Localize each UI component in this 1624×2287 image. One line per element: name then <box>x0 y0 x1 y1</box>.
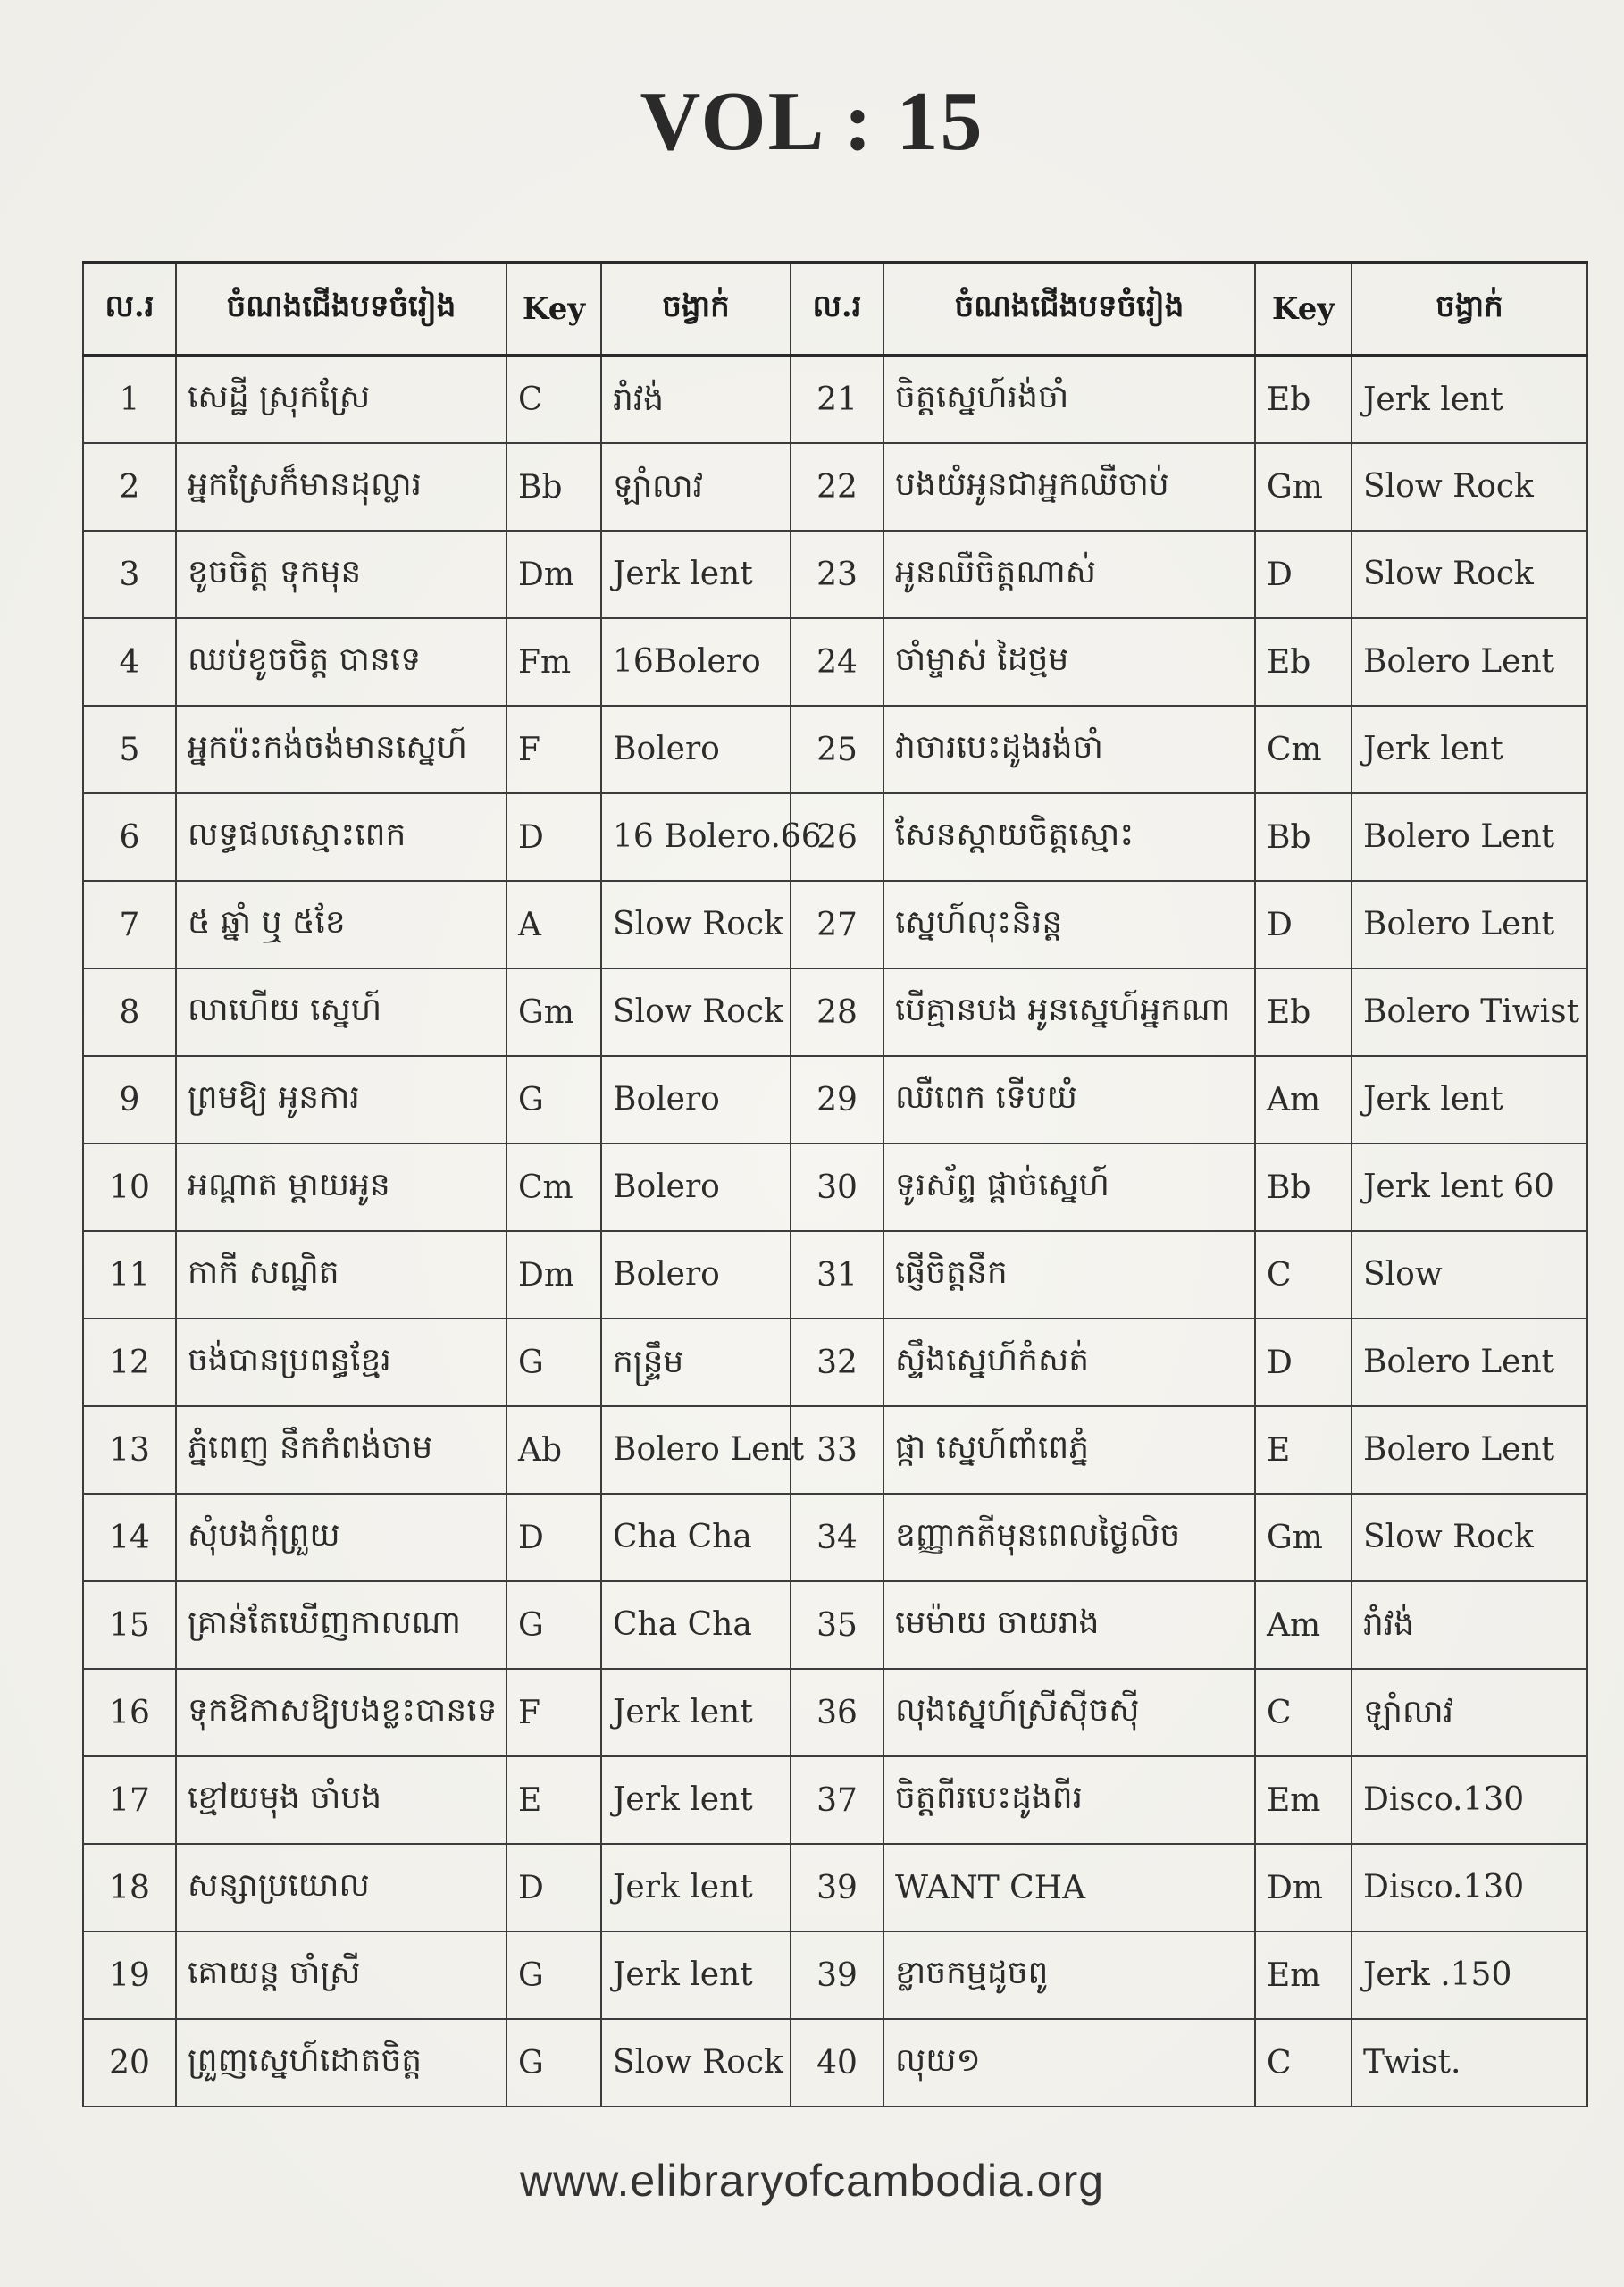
row-number: 9 <box>83 1056 176 1144</box>
song-key-2: C <box>1255 2019 1352 2107</box>
song-rhythm: 16Bolero <box>601 618 791 706</box>
table-header-row <box>83 263 1587 356</box>
table-row <box>83 968 1587 1056</box>
song-key-2: Gm <box>1255 1494 1352 1581</box>
song-rhythm-2: Disco.130 <box>1352 1756 1587 1844</box>
row-number-2: 25 <box>791 706 883 793</box>
table-row <box>83 2019 1587 2107</box>
song-rhythm: រាំវង់ <box>601 356 791 443</box>
row-number: 3 <box>83 531 176 618</box>
row-number: 6 <box>83 793 176 881</box>
row-number: 2 <box>83 443 176 531</box>
page-title: VOL : 15 <box>640 75 984 168</box>
row-number-2: 27 <box>791 881 883 968</box>
song-key: G <box>506 1056 601 1144</box>
row-number-2: 26 <box>791 793 883 881</box>
song-rhythm-2: Slow Rock <box>1352 443 1587 531</box>
song-title-2: លុងស្នេហ៍ស្រីស៊ីចស៊ី <box>883 1669 1255 1756</box>
table-row <box>83 793 1587 881</box>
song-key-2: C <box>1255 1669 1352 1756</box>
song-key: A <box>506 881 601 968</box>
song-title: ទុកឱកាសឱ្យបងខ្លះបានទេ <box>176 1669 506 1756</box>
song-rhythm: Cha Cha <box>601 1581 791 1669</box>
song-key: Dm <box>506 531 601 618</box>
table-row <box>83 1756 1587 1844</box>
row-number: 1 <box>83 356 176 443</box>
table-row <box>83 1844 1587 1931</box>
header-song-title: ចំណងជើងបទចំរៀង <box>176 263 506 356</box>
row-number-2: 30 <box>791 1144 883 1231</box>
row-number-2: 40 <box>791 2019 883 2107</box>
row-number: 17 <box>83 1756 176 1844</box>
header-key: Key <box>506 263 601 356</box>
song-key: G <box>506 1581 601 1669</box>
song-rhythm-2: Slow <box>1352 1231 1587 1319</box>
song-title: ៥ ឆ្នាំ ឬ ៥ខែ <box>176 881 506 968</box>
song-key: C <box>506 356 601 443</box>
song-key: F <box>506 1669 601 1756</box>
row-number: 5 <box>83 706 176 793</box>
table-row <box>83 706 1587 793</box>
header-no: ល.រ <box>83 263 176 356</box>
song-table <box>82 261 1588 2107</box>
song-key-2: Em <box>1255 1756 1352 1844</box>
table-row <box>83 1669 1587 1756</box>
song-title: សេដ្ឋី ស្រុកស្រែ <box>176 356 506 443</box>
song-title: សន្សាប្រយោល <box>176 1844 506 1931</box>
song-title-2: បងយំអូនជាអ្នកឈឺចាប់ <box>883 443 1255 531</box>
row-number: 20 <box>83 2019 176 2107</box>
table-row <box>83 356 1587 443</box>
song-rhythm: 16 Bolero.66 <box>601 793 791 881</box>
song-key: Cm <box>506 1144 601 1231</box>
song-title: ភ្នំពេញ នឹកកំពង់ចាម <box>176 1406 506 1494</box>
song-key: Fm <box>506 618 601 706</box>
song-title: លាហើយ ស្នេហ៍ <box>176 968 506 1056</box>
row-number: 11 <box>83 1231 176 1319</box>
song-rhythm-2: Slow Rock <box>1352 531 1587 618</box>
song-title-2: ឈឺពេក ទើបយំ <box>883 1056 1255 1144</box>
song-title-2: ឧញ្ញាកតីមុនពេលថ្ងៃលិច <box>883 1494 1255 1581</box>
song-key-2: Cm <box>1255 706 1352 793</box>
song-rhythm-2: Bolero Lent <box>1352 1319 1587 1406</box>
song-rhythm-2: Jerk lent <box>1352 1056 1587 1144</box>
song-rhythm-2: Bolero Tiwist <box>1352 968 1587 1056</box>
row-number: 7 <box>83 881 176 968</box>
row-number: 13 <box>83 1406 176 1494</box>
song-rhythm: Bolero <box>601 1056 791 1144</box>
song-key: D <box>506 1844 601 1931</box>
song-rhythm: Jerk lent <box>601 1844 791 1931</box>
song-rhythm-2: Disco.130 <box>1352 1844 1587 1931</box>
row-number: 15 <box>83 1581 176 1669</box>
song-title-2: វាចារបេះដូងរង់ចាំ <box>883 706 1255 793</box>
song-key-2: Bb <box>1255 793 1352 881</box>
row-number-2: 34 <box>791 1494 883 1581</box>
song-title-2: ទូរស័ព្ទ ផ្តាច់ស្នេហ៍ <box>883 1144 1255 1231</box>
header-no-2: ល.រ <box>791 263 883 356</box>
row-number-2: 39 <box>791 1931 883 2019</box>
song-title-2: លុយ១ <box>883 2019 1255 2107</box>
table-row <box>83 443 1587 531</box>
song-key-2: Em <box>1255 1931 1352 2019</box>
song-title: អ្នកស្រែក៏មានដុល្លារ <box>176 443 506 531</box>
row-number-2: 36 <box>791 1669 883 1756</box>
song-rhythm: Slow Rock <box>601 881 791 968</box>
song-title: អណ្តាត ម្តាយអូន <box>176 1144 506 1231</box>
row-number-2: 35 <box>791 1581 883 1669</box>
song-key: Gm <box>506 968 601 1056</box>
song-rhythm-2: Jerk lent <box>1352 356 1587 443</box>
song-title-2: ចិត្តស្នេហ៍រង់ចាំ <box>883 356 1255 443</box>
song-key: Ab <box>506 1406 601 1494</box>
song-key: G <box>506 1931 601 2019</box>
row-number: 18 <box>83 1844 176 1931</box>
row-number: 16 <box>83 1669 176 1756</box>
song-rhythm: Bolero Lent <box>601 1406 791 1494</box>
row-number: 12 <box>83 1319 176 1406</box>
song-title-2: ខ្លាចកម្មដូចពូ <box>883 1931 1255 2019</box>
table-row <box>83 618 1587 706</box>
row-number-2: 23 <box>791 531 883 618</box>
song-key-2: Eb <box>1255 618 1352 706</box>
song-title-2: ចិត្តពីរបេះដូងពីរ <box>883 1756 1255 1844</box>
song-key-2: Am <box>1255 1056 1352 1144</box>
song-rhythm-2: Jerk lent <box>1352 706 1587 793</box>
header-rhythm: ចង្វាក់ <box>601 263 791 356</box>
table-row <box>83 1144 1587 1231</box>
song-title-2: អូនឈឺចិត្តណាស់ <box>883 531 1255 618</box>
song-title-2: WANT CHA <box>883 1844 1255 1931</box>
table-row <box>83 1056 1587 1144</box>
song-key-2: Gm <box>1255 443 1352 531</box>
song-title-2: ស្នេហ៍លុះនិរន្ត <box>883 881 1255 968</box>
song-key-2: D <box>1255 881 1352 968</box>
row-number-2: 22 <box>791 443 883 531</box>
song-rhythm-2: Bolero Lent <box>1352 881 1587 968</box>
table-body <box>83 356 1587 2107</box>
song-key: G <box>506 1319 601 1406</box>
row-number: 19 <box>83 1931 176 2019</box>
song-rhythm: Jerk lent <box>601 1669 791 1756</box>
song-rhythm-2: រាំវង់ <box>1352 1581 1587 1669</box>
song-title: អ្នកប៉ះកង់ចង់មានស្នេហ៍ <box>176 706 506 793</box>
header-key-2: Key <box>1255 263 1352 356</box>
row-number-2: 28 <box>791 968 883 1056</box>
row-number-2: 39 <box>791 1844 883 1931</box>
row-number: 14 <box>83 1494 176 1581</box>
song-rhythm-2: Jerk .150 <box>1352 1931 1587 2019</box>
table-row <box>83 881 1587 968</box>
song-key: D <box>506 793 601 881</box>
song-key-2: Eb <box>1255 968 1352 1056</box>
song-key-2: Am <box>1255 1581 1352 1669</box>
song-rhythm: Jerk lent <box>601 1931 791 2019</box>
table-row <box>83 1231 1587 1319</box>
table-row <box>83 1319 1587 1406</box>
song-title: ខូចចិត្ត ទុកមុន <box>176 531 506 618</box>
song-title-2: ផ្ញើចិត្តនឹក <box>883 1231 1255 1319</box>
song-rhythm: Jerk lent <box>601 1756 791 1844</box>
song-title: ឈប់ខូចចិត្ត បានទេ <box>176 618 506 706</box>
song-key: G <box>506 2019 601 2107</box>
song-title: គ្រាន់តែឃើញកាលណា <box>176 1581 506 1669</box>
song-key-2: D <box>1255 1319 1352 1406</box>
song-rhythm-2: Slow Rock <box>1352 1494 1587 1581</box>
row-number-2: 31 <box>791 1231 883 1319</box>
row-number-2: 33 <box>791 1406 883 1494</box>
song-rhythm: Bolero <box>601 706 791 793</box>
song-key: Dm <box>506 1231 601 1319</box>
song-rhythm: Bolero <box>601 1144 791 1231</box>
table-row <box>83 1931 1587 2019</box>
song-rhythm: កន្រ្ទឹម <box>601 1319 791 1406</box>
song-title: ខ្មៅយមុង ចាំបង <box>176 1756 506 1844</box>
row-number-2: 32 <box>791 1319 883 1406</box>
song-rhythm: Jerk lent <box>601 531 791 618</box>
song-key-2: Eb <box>1255 356 1352 443</box>
song-key-2: Dm <box>1255 1844 1352 1931</box>
song-rhythm-2: Bolero Lent <box>1352 793 1587 881</box>
song-title-2: សែនស្តាយចិត្តស្មោះ <box>883 793 1255 881</box>
song-rhythm-2: Twist. <box>1352 2019 1587 2107</box>
song-title: ចង់បានប្រពន្ធខ្មែរ <box>176 1319 506 1406</box>
song-title-2: ចាំម្ចាស់ ដៃថ្មម <box>883 618 1255 706</box>
song-rhythm: Slow Rock <box>601 968 791 1056</box>
row-number: 8 <box>83 968 176 1056</box>
song-key: D <box>506 1494 601 1581</box>
header-song-title-2: ចំណងជើងបទចំរៀង <box>883 263 1255 356</box>
song-key: F <box>506 706 601 793</box>
song-title-2: មេម៉ាយ ចាយរាង <box>883 1581 1255 1669</box>
row-number-2: 37 <box>791 1756 883 1844</box>
song-title: គោយន្ត ចាំស្រី <box>176 1931 506 2019</box>
song-title: ព្រួញស្នេហ៍ដោតចិត្ត <box>176 2019 506 2107</box>
song-rhythm-2: Bolero Lent <box>1352 618 1587 706</box>
song-key-2: C <box>1255 1231 1352 1319</box>
table-row <box>83 1494 1587 1581</box>
song-rhythm: ឡាំលាវ <box>601 443 791 531</box>
song-title-2: បើគ្មានបង អូនស្នេហ៍អ្នកណា <box>883 968 1255 1056</box>
song-rhythm-2: Bolero Lent <box>1352 1406 1587 1494</box>
song-key-2: Bb <box>1255 1144 1352 1231</box>
row-number-2: 29 <box>791 1056 883 1144</box>
song-rhythm-2: ឡាំលាវ <box>1352 1669 1587 1756</box>
song-key: E <box>506 1756 601 1844</box>
footer-url: www.elibraryofcambodia.org <box>519 2156 1105 2206</box>
song-title: កាកី សណ្ឋិត <box>176 1231 506 1319</box>
song-title-2: ផ្កា ស្នេហ៍ពាំពេភ្នំ <box>883 1406 1255 1494</box>
song-title: លទ្ធផលស្មោះពេក <box>176 793 506 881</box>
row-number: 4 <box>83 618 176 706</box>
song-title: ព្រមឱ្យ អូនការ <box>176 1056 506 1144</box>
table-row <box>83 1581 1587 1669</box>
song-key-2: D <box>1255 531 1352 618</box>
song-title-2: ស្ទឹងស្នេហ៍កំសត់ <box>883 1319 1255 1406</box>
row-number-2: 21 <box>791 356 883 443</box>
row-number-2: 24 <box>791 618 883 706</box>
song-title: សុំបងកុំព្រួយ <box>176 1494 506 1581</box>
song-key-2: E <box>1255 1406 1352 1494</box>
row-number: 10 <box>83 1144 176 1231</box>
song-rhythm: Bolero <box>601 1231 791 1319</box>
header-rhythm-2: ចង្វាក់ <box>1352 263 1587 356</box>
table-row <box>83 531 1587 618</box>
table-row <box>83 1406 1587 1494</box>
song-rhythm-2: Jerk lent 60 <box>1352 1144 1587 1231</box>
song-rhythm: Cha Cha <box>601 1494 791 1581</box>
song-rhythm: Slow Rock <box>601 2019 791 2107</box>
song-key: Bb <box>506 443 601 531</box>
